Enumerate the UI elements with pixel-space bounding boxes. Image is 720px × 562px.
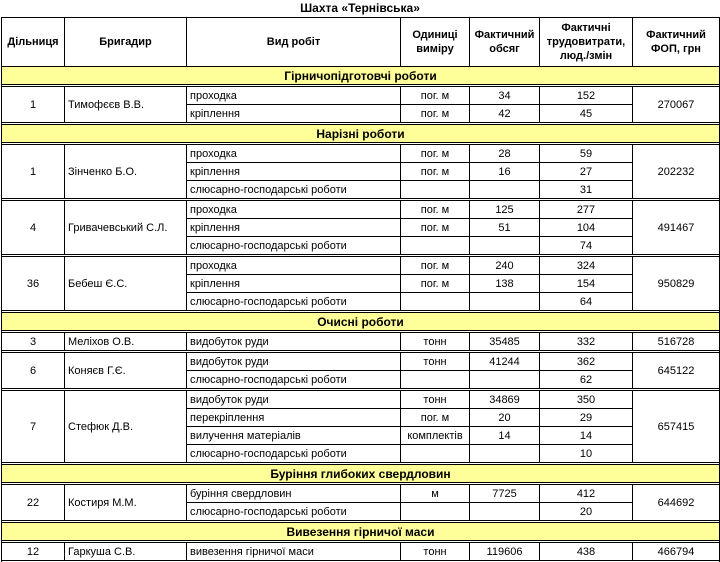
work-type-cell: кріплення: [187, 275, 401, 293]
unit-cell: пог. м: [401, 257, 470, 275]
unit-cell: комплектів: [401, 427, 470, 445]
unit-cell: [401, 445, 470, 463]
volume-cell: 28: [470, 145, 540, 163]
table-row: [2, 485, 720, 503]
brigadier-cell: Зінченко Б.О.: [65, 145, 187, 199]
page-title: Шахта «Тернівська»: [0, 0, 720, 17]
header-fop: Фактичний ФОП, грн: [633, 18, 720, 67]
volume-cell: 240: [470, 257, 540, 275]
work-type-cell: слюсарно-господарські роботи: [187, 237, 401, 255]
work-type-cell: проходка: [187, 257, 401, 275]
brigadier-cell: Тимофєєв В.В.: [65, 87, 187, 123]
volume-cell: [470, 181, 540, 199]
work-type-cell: буріння свердловин: [187, 485, 401, 503]
volume-cell: 16: [470, 163, 540, 181]
section-title: Нарізні роботи: [2, 125, 720, 143]
labor-cell: 412: [540, 485, 633, 503]
brigadier-cell: Бебеш Є.С.: [65, 257, 187, 311]
work-type-cell: кріплення: [187, 219, 401, 237]
work-type-cell: слюсарно-господарські роботи: [187, 371, 401, 389]
section-header-row: [2, 465, 720, 483]
section-header-row: [2, 125, 720, 143]
work-type-cell: проходка: [187, 201, 401, 219]
unit-cell: [401, 293, 470, 311]
volume-cell: 34: [470, 87, 540, 105]
volume-cell: 51: [470, 219, 540, 237]
volume-cell: 42: [470, 105, 540, 123]
unit-cell: тонн: [401, 391, 470, 409]
volume-cell: 125: [470, 201, 540, 219]
table-row: [2, 257, 720, 275]
work-type-cell: видобуток руди: [187, 353, 401, 371]
volume-cell: 138: [470, 275, 540, 293]
header-row: [2, 18, 720, 67]
work-type-cell: перекріплення: [187, 409, 401, 427]
volume-cell: [470, 293, 540, 311]
section-title: Вивезення гірничої маси: [2, 523, 720, 541]
work-type-cell: слюсарно-господарські роботи: [187, 293, 401, 311]
section-number-cell: 22: [2, 485, 65, 521]
table-row: [2, 543, 720, 561]
section-title: Гірничопідготовчі роботи: [2, 67, 720, 85]
work-type-cell: вивезення гірничої маси: [187, 543, 401, 561]
labor-cell: 45: [540, 105, 633, 123]
section-header-row: [2, 313, 720, 331]
brigade-report-table: [1, 17, 720, 562]
labor-cell: 27: [540, 163, 633, 181]
unit-cell: пог. м: [401, 219, 470, 237]
fop-cell: 491467: [633, 201, 720, 255]
work-type-cell: слюсарно-господарські роботи: [187, 445, 401, 463]
unit-cell: тонн: [401, 353, 470, 371]
section-title: Очисні роботи: [2, 313, 720, 331]
labor-cell: 62: [540, 371, 633, 389]
labor-cell: 104: [540, 219, 633, 237]
work-type-cell: кріплення: [187, 163, 401, 181]
fop-cell: 950829: [633, 257, 720, 311]
fop-cell: 657415: [633, 391, 720, 463]
volume-cell: 20: [470, 409, 540, 427]
brigadier-cell: Стефюк Д.В.: [65, 391, 187, 463]
brigadier-cell: Гаркуша С.В.: [65, 543, 187, 561]
work-type-cell: проходка: [187, 87, 401, 105]
labor-cell: 59: [540, 145, 633, 163]
labor-cell: 324: [540, 257, 633, 275]
section-header-row: [2, 67, 720, 85]
work-type-cell: видобуток руди: [187, 333, 401, 351]
work-type-cell: кріплення: [187, 105, 401, 123]
labor-cell: 31: [540, 181, 633, 199]
header-brigadier: Бригадир: [65, 18, 187, 67]
labor-cell: 74: [540, 237, 633, 255]
volume-cell: 7725: [470, 485, 540, 503]
section-number-cell: 12: [2, 543, 65, 561]
section-number-cell: 3: [2, 333, 65, 351]
labor-cell: 154: [540, 275, 633, 293]
table-row: [2, 201, 720, 219]
unit-cell: пог. м: [401, 409, 470, 427]
section-number-cell: 4: [2, 201, 65, 255]
labor-cell: 438: [540, 543, 633, 561]
labor-cell: 20: [540, 503, 633, 521]
unit-cell: пог. м: [401, 145, 470, 163]
work-type-cell: видобуток руди: [187, 391, 401, 409]
fop-cell: 516728: [633, 333, 720, 351]
unit-cell: пог. м: [401, 87, 470, 105]
unit-cell: тонн: [401, 543, 470, 561]
volume-cell: 35485: [470, 333, 540, 351]
header-labor: Фактичні трудовитрати, люд./змін: [540, 18, 633, 67]
volume-cell: [470, 445, 540, 463]
unit-cell: [401, 503, 470, 521]
section-number-cell: 6: [2, 353, 65, 389]
section-header-row: [2, 523, 720, 541]
section-number-cell: 1: [2, 145, 65, 199]
fop-cell: 202232: [633, 145, 720, 199]
table-row: [2, 333, 720, 351]
labor-cell: 14: [540, 427, 633, 445]
table-row: [2, 353, 720, 371]
volume-cell: 41244: [470, 353, 540, 371]
header-unit: Одиниці виміру: [401, 18, 470, 67]
work-type-cell: слюсарно-господарські роботи: [187, 503, 401, 521]
unit-cell: пог. м: [401, 275, 470, 293]
header-section: Дільниця: [2, 18, 65, 67]
volume-cell: 14: [470, 427, 540, 445]
fop-cell: 466794: [633, 543, 720, 561]
unit-cell: [401, 237, 470, 255]
labor-cell: 64: [540, 293, 633, 311]
brigadier-cell: Гривачевський С.Л.: [65, 201, 187, 255]
unit-cell: [401, 181, 470, 199]
labor-cell: 10: [540, 445, 633, 463]
section-title: Буріння глибоких свердловин: [2, 465, 720, 483]
section-number-cell: 1: [2, 87, 65, 123]
header-volume: Фактичний обсяг: [470, 18, 540, 67]
section-number-cell: 7: [2, 391, 65, 463]
labor-cell: 277: [540, 201, 633, 219]
unit-cell: пог. м: [401, 163, 470, 181]
labor-cell: 152: [540, 87, 633, 105]
brigadier-cell: Меліхов О.В.: [65, 333, 187, 351]
volume-cell: [470, 237, 540, 255]
table-row: [2, 145, 720, 163]
labor-cell: 362: [540, 353, 633, 371]
fop-cell: 645122: [633, 353, 720, 389]
volume-cell: 119606: [470, 543, 540, 561]
header-work-type: Вид робіт: [187, 18, 401, 67]
labor-cell: 350: [540, 391, 633, 409]
brigadier-cell: Коняєв Г.Є.: [65, 353, 187, 389]
table-row: [2, 391, 720, 409]
fop-cell: 644692: [633, 485, 720, 521]
unit-cell: тонн: [401, 333, 470, 351]
labor-cell: 332: [540, 333, 633, 351]
work-type-cell: слюсарно-господарські роботи: [187, 181, 401, 199]
work-type-cell: вилучення матеріалів: [187, 427, 401, 445]
section-number-cell: 36: [2, 257, 65, 311]
fop-cell: 270067: [633, 87, 720, 123]
unit-cell: [401, 371, 470, 389]
volume-cell: 34869: [470, 391, 540, 409]
brigadier-cell: Костиря М.М.: [65, 485, 187, 521]
table-row: [2, 87, 720, 105]
work-type-cell: проходка: [187, 145, 401, 163]
unit-cell: пог. м: [401, 105, 470, 123]
labor-cell: 29: [540, 409, 633, 427]
volume-cell: [470, 503, 540, 521]
unit-cell: м: [401, 485, 470, 503]
volume-cell: [470, 371, 540, 389]
unit-cell: пог. м: [401, 201, 470, 219]
